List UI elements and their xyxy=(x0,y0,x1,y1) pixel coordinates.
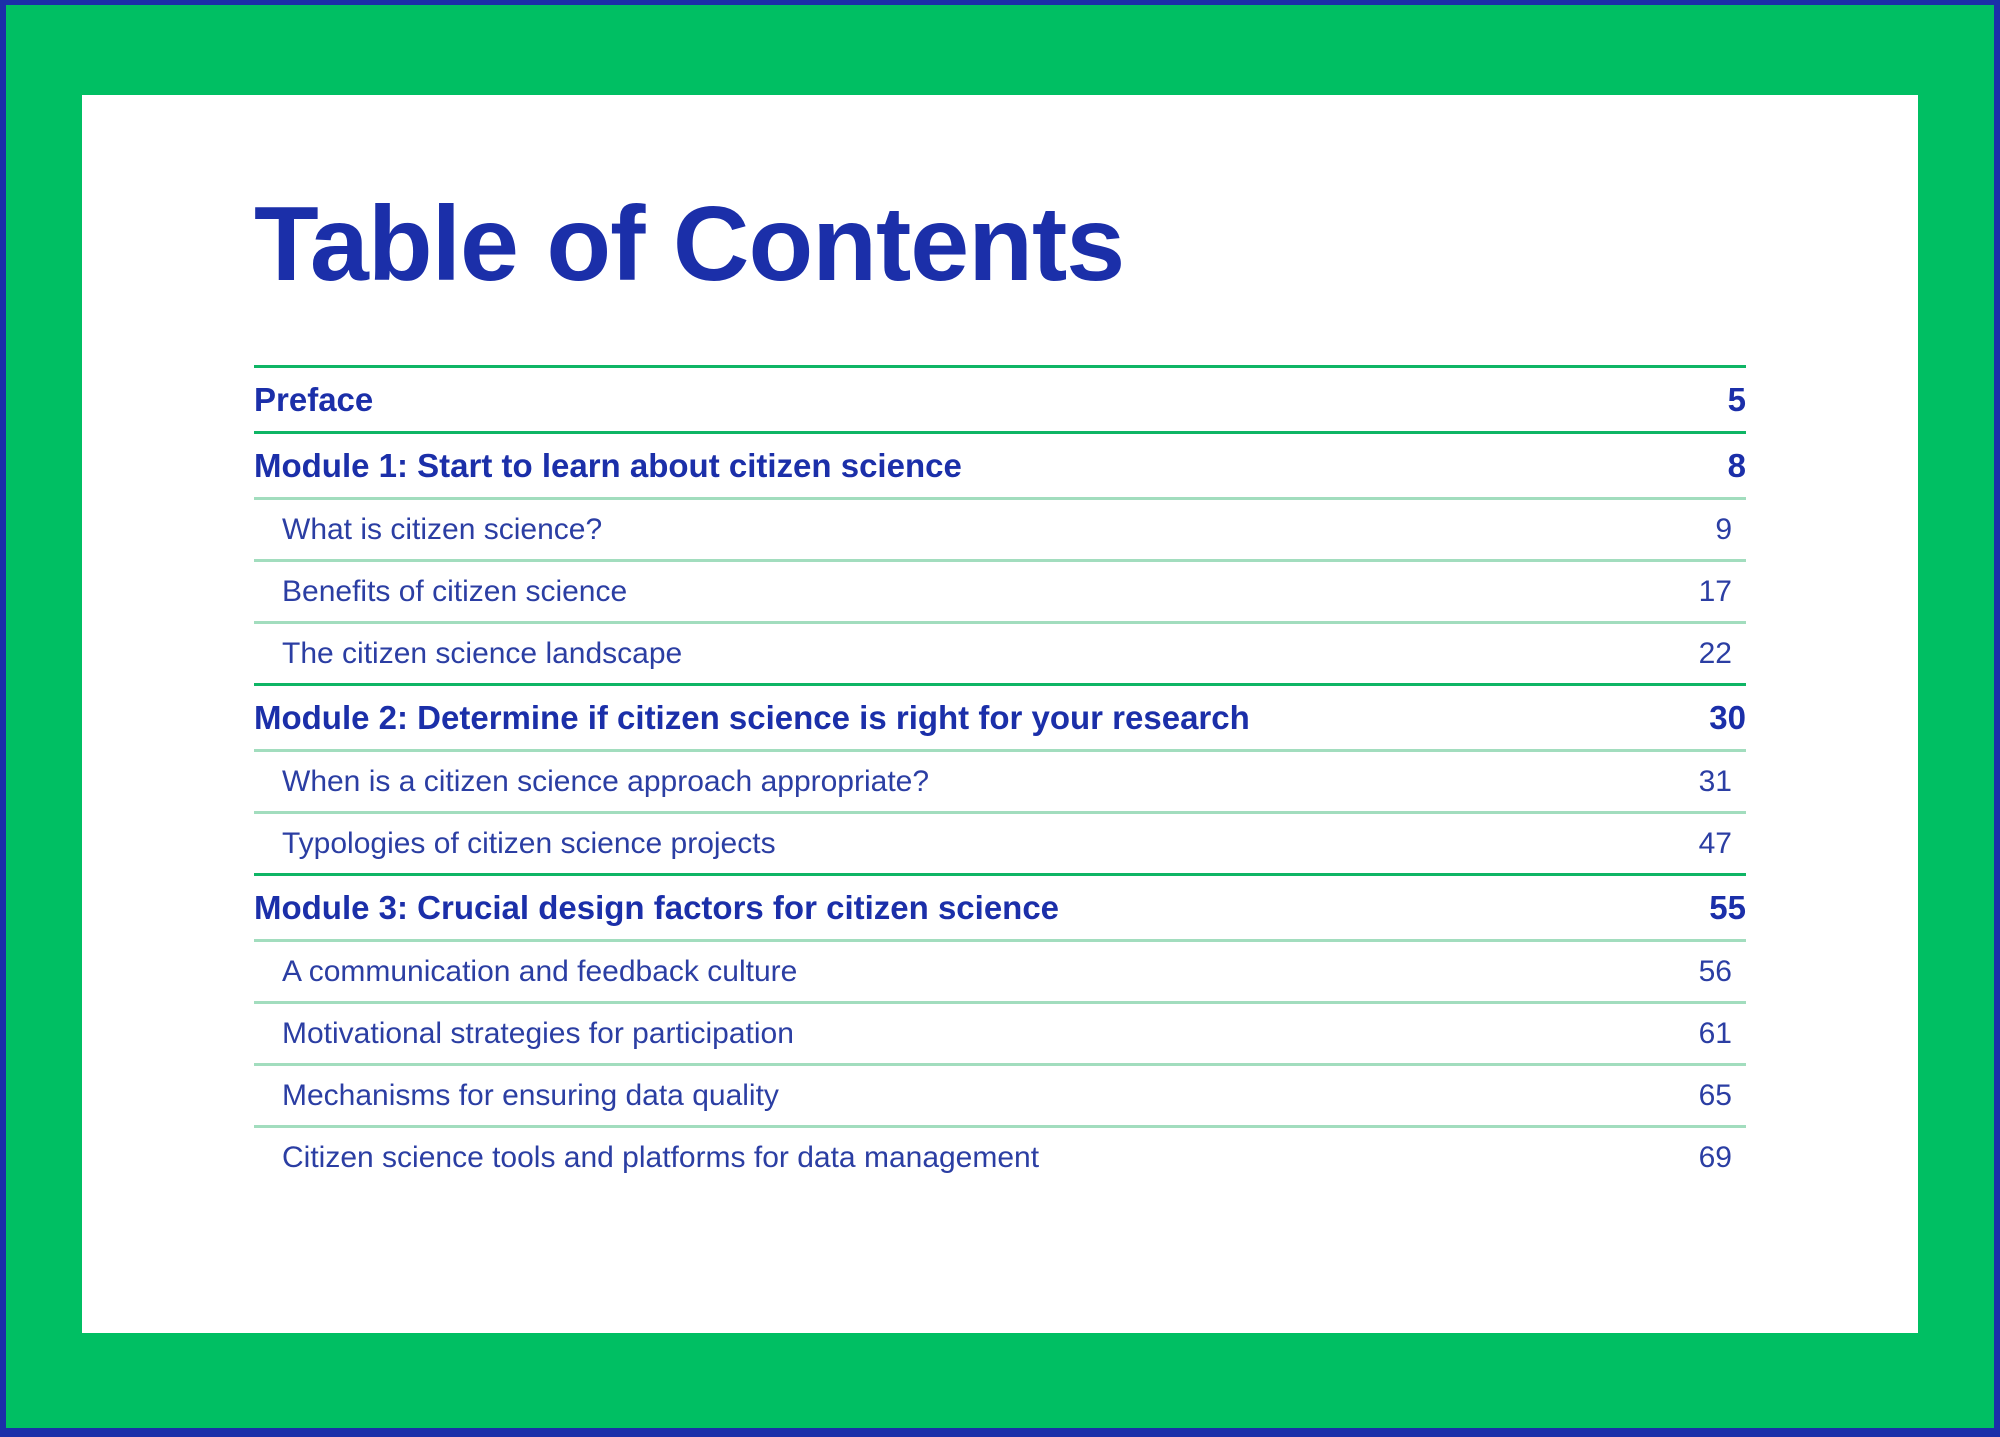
toc-row-module-2 xyxy=(254,683,1746,749)
toc-entry-page: 8 xyxy=(1727,446,1746,484)
toc-row-module-3 xyxy=(254,873,1746,939)
toc-entry-page: 65 xyxy=(1698,1078,1732,1112)
toc-row-when-appropriate xyxy=(254,749,1746,811)
toc-row-landscape xyxy=(254,621,1746,683)
content-card xyxy=(82,95,1918,1333)
toc-entry-page: 55 xyxy=(1709,888,1746,926)
toc-entry-page: 47 xyxy=(1698,826,1732,860)
toc-entry-label: Citizen science tools and platforms for data management xyxy=(282,1140,1040,1174)
toc-entry-label: The citizen science landscape xyxy=(282,636,683,670)
toc-entry-page: 61 xyxy=(1698,1016,1732,1050)
toc-entry-page: 22 xyxy=(1698,636,1732,670)
toc-entry-page: 9 xyxy=(1715,512,1732,546)
toc-table xyxy=(254,365,1746,1187)
toc-entry-page: 17 xyxy=(1698,574,1732,608)
toc-entry-label: Module 3: Crucial design factors for citizen science xyxy=(254,888,1060,926)
toc-entry-label: Motivational strategies for participation xyxy=(282,1016,794,1050)
toc-entry-label: Mechanisms for ensuring data quality xyxy=(282,1078,779,1112)
toc-entry-label: Module 1: Start to learn about citizen science xyxy=(254,446,962,484)
toc-row-motivational-strategies xyxy=(254,1001,1746,1063)
toc-row-typologies xyxy=(254,811,1746,873)
toc-entry-page: 56 xyxy=(1698,954,1732,988)
toc-row-benefits xyxy=(254,559,1746,621)
toc-row-tools-platforms xyxy=(254,1125,1746,1187)
toc-entry-page: 31 xyxy=(1698,764,1732,798)
toc-entry-label: A communication and feedback culture xyxy=(282,954,798,988)
toc-row-module-1 xyxy=(254,431,1746,497)
page-title: Table of Contents xyxy=(254,185,1125,303)
toc-entry-label: Module 2: Determine if citizen science is right for your research xyxy=(254,698,1250,736)
toc-row-communication-culture xyxy=(254,939,1746,1001)
toc-entry-label: When is a citizen science approach appropriate? xyxy=(282,764,930,798)
toc-row-what-is-citizen-science xyxy=(254,497,1746,559)
toc-row-data-quality xyxy=(254,1063,1746,1125)
toc-entry-page: 69 xyxy=(1698,1140,1732,1174)
toc-entry-label: Preface xyxy=(254,380,374,418)
toc-row-preface xyxy=(254,365,1746,431)
toc-entry-label: What is citizen science? xyxy=(282,512,603,546)
toc-entry-label: Benefits of citizen science xyxy=(282,574,628,608)
toc-entry-page: 30 xyxy=(1709,698,1746,736)
toc-entry-label: Typologies of citizen science projects xyxy=(282,826,776,860)
toc-entry-page: 5 xyxy=(1727,380,1746,418)
